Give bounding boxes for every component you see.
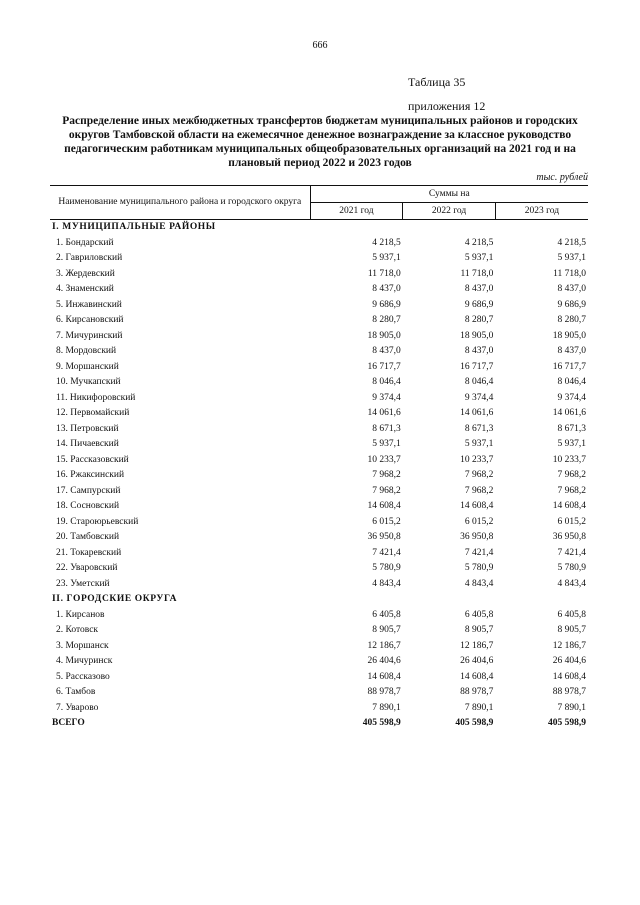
municipality-name: 17. Сампурский bbox=[56, 485, 121, 496]
municipality-name: 3. Моршанск bbox=[56, 640, 109, 651]
total-amount: 405 598,9 bbox=[362, 718, 401, 728]
municipality-name: 11. Никифоровский bbox=[56, 392, 136, 403]
table-number: Таблица 35 bbox=[408, 75, 466, 89]
table-row bbox=[50, 329, 588, 345]
table-row bbox=[50, 344, 588, 360]
municipality-name: 8. Мордовский bbox=[56, 346, 117, 356]
amount-cell: 26 404,6 bbox=[460, 656, 494, 666]
municipality-name: 20. Тамбовский bbox=[56, 532, 120, 542]
amount-cell: 11 718,0 bbox=[553, 268, 586, 279]
amount-cell: 7 968,2 bbox=[372, 485, 401, 496]
amount-cell: 14 608,4 bbox=[367, 501, 401, 511]
amount-cell: 7 421,4 bbox=[464, 547, 494, 558]
municipality-name: 1. Бондарский bbox=[56, 237, 114, 248]
amount-cell: 12 186,7 bbox=[552, 640, 586, 651]
municipality-name: 6. Тамбов bbox=[56, 687, 96, 697]
amount-cell: 14 608,4 bbox=[460, 501, 494, 511]
municipality-name: 19. Староюрьевский bbox=[56, 516, 139, 527]
section-title: I. МУНИЦИПАЛЬНЫЕ РАЙОНЫ bbox=[52, 222, 216, 232]
amount-cell: 4 218,5 bbox=[557, 237, 586, 248]
amount-cell: 88 978,7 bbox=[460, 687, 494, 697]
amount-cell: 7 968,2 bbox=[557, 485, 586, 496]
table-row bbox=[50, 437, 588, 453]
amount-cell: 4 218,5 bbox=[464, 237, 494, 248]
table-row bbox=[50, 267, 588, 283]
total-row bbox=[50, 716, 588, 732]
amount-cell: 8 437,0 bbox=[557, 284, 586, 294]
amount-cell: 6 405,8 bbox=[372, 609, 401, 620]
amount-cell: 5 937,1 bbox=[372, 253, 401, 263]
municipality-name: 7. Уварово bbox=[56, 702, 99, 713]
table-row bbox=[50, 484, 588, 500]
amount-cell: 14 061,6 bbox=[460, 408, 494, 418]
amount-cell: 6 015,2 bbox=[464, 516, 494, 527]
amount-cell: 4 843,4 bbox=[557, 578, 586, 589]
units-label: тыс. рублей bbox=[536, 172, 588, 183]
amount-cell: 8 437,0 bbox=[372, 284, 401, 294]
municipality-name: 2. Гавриловский bbox=[56, 253, 123, 263]
amount-cell: 7 421,4 bbox=[372, 547, 401, 558]
table-row bbox=[50, 546, 588, 562]
amount-cell: 11 718,0 bbox=[367, 268, 401, 279]
year-header: 2022 год bbox=[403, 203, 496, 220]
amount-cell: 8 437,0 bbox=[464, 346, 494, 356]
municipality-name: 4. Мичуринск bbox=[56, 656, 113, 666]
amount-cell: 14 061,6 bbox=[367, 408, 401, 418]
municipality-name: 16. Ржаксинский bbox=[56, 470, 125, 480]
municipality-name: 4. Знаменский bbox=[56, 284, 114, 294]
amount-cell: 36 950,8 bbox=[367, 532, 401, 542]
amount-cell: 14 608,4 bbox=[367, 671, 401, 682]
amount-cell: 5 937,1 bbox=[464, 439, 494, 449]
amount-cell: 7 890,1 bbox=[557, 702, 586, 713]
table-row bbox=[50, 375, 588, 391]
amount-cell: 18 905,0 bbox=[460, 330, 494, 341]
amount-cell: 88 978,7 bbox=[552, 687, 586, 697]
table-row bbox=[50, 685, 588, 701]
table-row bbox=[50, 670, 588, 686]
amount-cell: 8 280,7 bbox=[464, 315, 494, 325]
table-row bbox=[50, 236, 588, 252]
amount-cell: 7 968,2 bbox=[464, 470, 494, 480]
amount-cell: 10 233,7 bbox=[460, 454, 494, 465]
amount-cell: 8 671,3 bbox=[464, 423, 494, 434]
amount-cell: 9 686,9 bbox=[372, 299, 401, 310]
table-row bbox=[50, 468, 588, 484]
table-row bbox=[50, 654, 588, 670]
year-header: 2023 год bbox=[495, 203, 588, 220]
table-caption bbox=[408, 70, 485, 118]
amount-cell: 88 978,7 bbox=[367, 687, 401, 697]
municipality-name: 15. Рассказовский bbox=[56, 454, 129, 465]
total-label: ВСЕГО bbox=[52, 718, 85, 728]
amount-cell: 16 717,7 bbox=[460, 361, 494, 372]
table-row bbox=[50, 577, 588, 593]
municipality-name: 21. Токаревский bbox=[56, 547, 122, 558]
amount-cell: 8 905,7 bbox=[557, 625, 586, 635]
amount-cell: 26 404,6 bbox=[552, 656, 586, 666]
municipality-name: 7. Мичуринский bbox=[56, 330, 123, 341]
amount-cell: 4 843,4 bbox=[464, 578, 494, 589]
section-title: II. ГОРОДСКИЕ ОКРУГА bbox=[52, 594, 178, 604]
amount-cell: 5 937,1 bbox=[464, 253, 494, 263]
table-row bbox=[50, 623, 588, 639]
amount-cell: 8 671,3 bbox=[372, 423, 401, 434]
section-row bbox=[50, 220, 588, 236]
amount-cell: 8 280,7 bbox=[372, 315, 401, 325]
amount-cell: 8 905,7 bbox=[372, 625, 401, 635]
municipality-name: 3. Жердевский bbox=[56, 268, 115, 279]
amount-cell: 11 718,0 bbox=[460, 268, 494, 279]
amount-cell: 8 437,0 bbox=[464, 284, 494, 294]
table-row bbox=[50, 313, 588, 329]
amount-cell: 8 437,0 bbox=[372, 346, 401, 356]
amount-cell: 7 890,1 bbox=[372, 702, 401, 713]
amount-cell: 6 405,8 bbox=[464, 609, 494, 620]
amount-cell: 9 374,4 bbox=[557, 392, 586, 403]
amount-cell: 6 405,8 bbox=[557, 609, 586, 620]
sums-column-header: Суммы на bbox=[310, 186, 588, 203]
year-header: 2021 год bbox=[310, 203, 403, 220]
municipality-name: 6. Кирсановский bbox=[56, 315, 124, 325]
amount-cell: 8 280,7 bbox=[557, 315, 586, 325]
amount-cell: 8 046,4 bbox=[464, 377, 494, 387]
table-header bbox=[50, 186, 588, 220]
amount-cell: 14 061,6 bbox=[552, 408, 586, 418]
amount-cell: 5 937,1 bbox=[557, 439, 586, 449]
amount-cell: 7 421,4 bbox=[557, 547, 586, 558]
amount-cell: 12 186,7 bbox=[460, 640, 494, 651]
amount-cell: 36 950,8 bbox=[552, 532, 586, 542]
table-row bbox=[50, 608, 588, 624]
amount-cell: 26 404,6 bbox=[367, 656, 401, 666]
total-amount: 405 598,9 bbox=[548, 718, 586, 728]
name-column-header: Наименование муниципального района и городского округа bbox=[50, 186, 310, 220]
municipality-name: 5. Инжавинский bbox=[56, 299, 122, 310]
municipality-name: 13. Петровский bbox=[56, 423, 119, 434]
table-row bbox=[50, 360, 588, 376]
municipality-name: 10. Мучкапский bbox=[56, 377, 121, 387]
municipality-name: 9. Моршанский bbox=[56, 361, 119, 372]
amount-cell: 5 780,9 bbox=[557, 563, 586, 573]
total-amount: 405 598,9 bbox=[455, 718, 494, 728]
table-row bbox=[50, 391, 588, 407]
table-row bbox=[50, 251, 588, 267]
table-row bbox=[50, 561, 588, 577]
amount-cell: 4 843,4 bbox=[372, 578, 401, 589]
amount-cell: 7 890,1 bbox=[464, 702, 494, 713]
municipality-name: 18. Сосновский bbox=[56, 501, 120, 511]
table-row bbox=[50, 639, 588, 655]
table-row bbox=[50, 282, 588, 298]
table-body bbox=[50, 220, 588, 732]
amount-cell: 16 717,7 bbox=[367, 361, 401, 372]
amount-cell: 5 937,1 bbox=[372, 439, 401, 449]
amount-cell: 6 015,2 bbox=[372, 516, 401, 527]
amount-cell: 9 374,4 bbox=[464, 392, 494, 403]
municipality-name: 12. Первомайский bbox=[56, 408, 130, 418]
table-row bbox=[50, 530, 588, 546]
amount-cell: 8 046,4 bbox=[557, 377, 586, 387]
amount-cell: 5 780,9 bbox=[372, 563, 401, 573]
table-row bbox=[50, 499, 588, 515]
amount-cell: 10 233,7 bbox=[367, 454, 401, 465]
table-row bbox=[50, 453, 588, 469]
amount-cell: 5 780,9 bbox=[464, 563, 494, 573]
amount-cell: 9 686,9 bbox=[557, 299, 586, 310]
amount-cell: 8 046,4 bbox=[372, 377, 401, 387]
table-row bbox=[50, 701, 588, 717]
amount-cell: 36 950,8 bbox=[460, 532, 494, 542]
municipality-name: 22. Уваровский bbox=[56, 563, 118, 573]
amount-cell: 18 905,0 bbox=[367, 330, 401, 341]
amount-cell: 7 968,2 bbox=[464, 485, 494, 496]
municipality-name: 1. Кирсанов bbox=[56, 609, 105, 620]
amount-cell: 10 233,7 bbox=[552, 454, 586, 465]
document-title: Распределение иных межбюджетных трансфертов бюджетам муниципальных районов и городских округов Тамбовской области на ежемесячное денежное вознаграждение за классное руководство педагогическим работникам муниципальных общеобразовательных организаций на 2021 год и на плановый период 2022 и 2023 годов bbox=[62, 115, 578, 169]
amount-cell: 12 186,7 bbox=[367, 640, 401, 651]
amount-cell: 16 717,7 bbox=[552, 361, 586, 372]
table-row bbox=[50, 298, 588, 314]
amount-cell: 8 671,3 bbox=[557, 423, 586, 434]
amount-cell: 18 905,0 bbox=[552, 330, 586, 341]
amount-cell: 8 437,0 bbox=[557, 346, 586, 356]
amount-cell: 9 374,4 bbox=[372, 392, 401, 403]
amount-cell: 9 686,9 bbox=[464, 299, 494, 310]
page-number: 666 bbox=[312, 40, 328, 51]
table-row bbox=[50, 422, 588, 438]
amount-cell: 5 937,1 bbox=[557, 253, 586, 263]
amount-cell: 8 905,7 bbox=[464, 625, 494, 635]
amount-cell: 14 608,4 bbox=[460, 671, 494, 682]
table-row bbox=[50, 406, 588, 422]
municipality-name: 5. Рассказово bbox=[56, 671, 110, 682]
transfers-table bbox=[50, 185, 588, 732]
amount-cell: 4 218,5 bbox=[372, 237, 401, 248]
amount-cell: 14 608,4 bbox=[552, 501, 586, 511]
municipality-name: 23. Уметский bbox=[56, 578, 110, 589]
amount-cell: 6 015,2 bbox=[557, 516, 586, 527]
appendix-reference: приложения 12 bbox=[408, 99, 486, 113]
amount-cell: 7 968,2 bbox=[557, 470, 586, 480]
municipality-name: 2. Котовск bbox=[56, 625, 99, 635]
municipality-name: 14. Пичаевский bbox=[56, 439, 119, 449]
table-row bbox=[50, 515, 588, 531]
section-row bbox=[50, 592, 588, 608]
amount-cell: 14 608,4 bbox=[552, 671, 586, 682]
amount-cell: 7 968,2 bbox=[372, 470, 401, 480]
